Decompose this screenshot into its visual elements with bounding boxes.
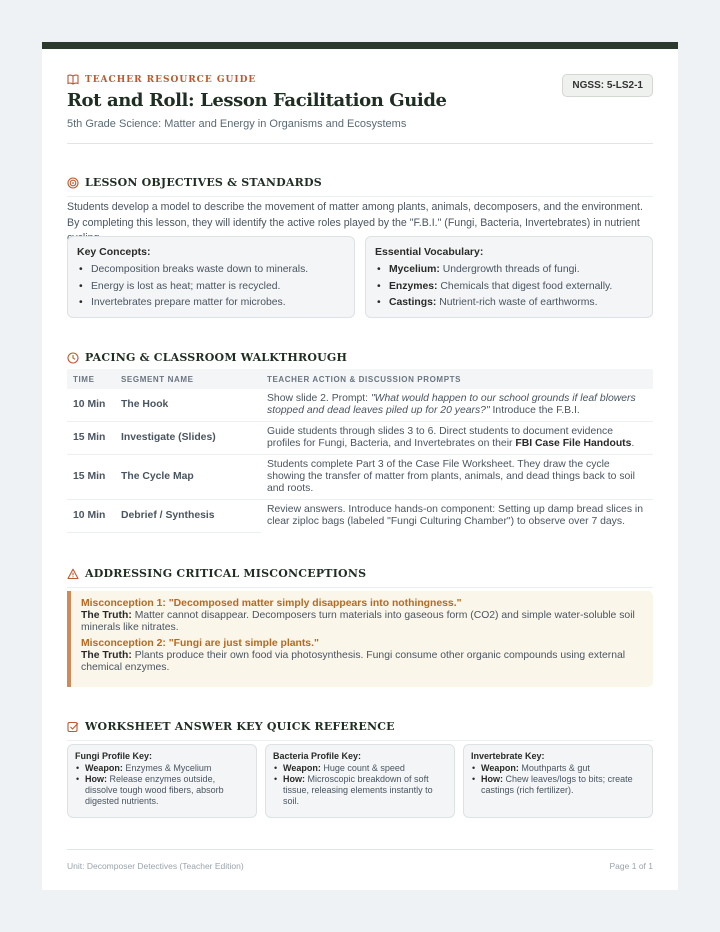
- clock-icon: [67, 352, 79, 364]
- weapon-text: Huge count & speed: [323, 763, 405, 773]
- list-item: [75, 763, 249, 774]
- vocab-definition: Nutrient-rich waste of earthworms.: [439, 297, 598, 308]
- section-divider: [67, 740, 653, 741]
- action-text: Show slide 2. Prompt:: [267, 393, 371, 404]
- action-text: Guide students through slides 3 to 6. Direct students to document evidence profiles for Fungi, Bacteria, and Invertebrates on their: [267, 426, 613, 449]
- invertebrate-key-card: [463, 744, 653, 818]
- time-cell: 15 Min: [67, 455, 115, 500]
- segment-cell: The Cycle Map: [115, 455, 261, 500]
- table-row: [67, 500, 653, 533]
- weapon-label: Weapon:: [283, 763, 321, 773]
- page-title: Rot and Roll: Lesson Facilitation Guide: [67, 90, 447, 111]
- misconception-question: Misconception 1: "Decomposed matter simply disappears into nothingness.": [81, 598, 462, 609]
- vocabulary-title: Essential Vocabulary:: [375, 246, 484, 258]
- segment-cell: The Hook: [115, 389, 261, 422]
- time-cell: 10 Min: [67, 389, 115, 422]
- header-divider: [67, 143, 653, 144]
- open-book-icon: [67, 74, 79, 85]
- truth-text: Plants produce their own food via photosynthesis. Fungi consume other organic compounds using external chemical enzymes.: [81, 650, 626, 673]
- key-concepts-box: [67, 236, 355, 318]
- pacing-heading-text: PACING & CLASSROOM WALKTHROUGH: [85, 351, 348, 364]
- column-header: TIME: [67, 369, 115, 389]
- misconceptions-heading: [67, 567, 653, 580]
- weapon-text: Enzymes & Mycelium: [125, 763, 212, 773]
- objectives-heading: [67, 176, 653, 189]
- vocab-term: Enzymes:: [389, 280, 438, 292]
- pacing-heading: [67, 351, 653, 364]
- footer-unit: Unit: Decomposer Detectives (Teacher Edition): [67, 861, 244, 871]
- fungi-key-card: [67, 744, 257, 818]
- list-item: [471, 763, 645, 774]
- action-text: Introduce the F.B.I.: [489, 405, 580, 416]
- segment-cell: Investigate (Slides): [115, 422, 261, 455]
- action-cell: Students complete Part 3 of the Case File Worksheet. They draw the cycle showing the transfer of matter from plants, animals, and dead things back to soil and roots.: [261, 455, 653, 500]
- card-title: Bacteria Profile Key:: [273, 751, 362, 761]
- misconception-question: Misconception 2: "Fungi are just simple plants.": [81, 638, 319, 649]
- list-item: • Invertebrates prepare matter for microbes.: [77, 295, 345, 312]
- ngss-badge: NGSS: 5-LS2-1: [562, 74, 653, 97]
- section-divider: [67, 587, 653, 588]
- page-subtitle: 5th Grade Science: Matter and Energy in Organisms and Ecosystems: [67, 118, 407, 130]
- time-cell: 10 Min: [67, 500, 115, 533]
- list-item: [471, 774, 645, 796]
- answer-key-heading: [67, 720, 653, 733]
- action-cell: [261, 422, 653, 455]
- list-item: [375, 295, 643, 312]
- column-header: TEACHER ACTION & DISCUSSION PROMPTS: [261, 369, 653, 389]
- list-item: [75, 774, 249, 807]
- misconception-answer: [81, 610, 643, 633]
- list-item: [375, 279, 643, 296]
- list-item: [375, 262, 643, 279]
- misconceptions-callout: [67, 591, 653, 687]
- table-header-row: [67, 369, 653, 389]
- table-row: [67, 455, 653, 500]
- action-prompt: "What would happen to our school grounds if leaf blowers stopped and dead leaves piled up for 20 years?": [267, 393, 636, 416]
- objectives-paragraph: Students develop a model to describe the movement of matter among plants, animals, decomposers, and the environment. By completing this lesson, they will identify the active roles played by the "F.B.I." (Fungi, Bacteria, Invertebrates) in nutrient: [67, 201, 643, 229]
- truth-text: Matter cannot disappear. Decomposers turn materials into gaseous form (CO2) and simple water-soluble soil minerals like nitrates.: [81, 610, 635, 633]
- how-text: Release enzymes outside, dissolve tough wood fibers, absorb digested nutrients.: [85, 774, 224, 806]
- how-label: How:: [85, 774, 107, 784]
- how-label: How:: [481, 774, 503, 784]
- bacteria-key-card: [265, 744, 455, 818]
- vocab-term: Mycelium:: [389, 264, 440, 275]
- card-title: Fungi Profile Key:: [75, 751, 153, 761]
- action-cell: [261, 389, 653, 422]
- vocab-definition: Chemicals that digest food externally.: [440, 280, 613, 292]
- handout-name: FBI Case File Handouts: [515, 438, 632, 449]
- list-item: [273, 774, 447, 807]
- checkbox-icon: [67, 721, 79, 733]
- list-item: • Decomposition breaks waste down to minerals.: [77, 262, 345, 279]
- table-row: [67, 422, 653, 455]
- segment-cell: Debrief / Synthesis: [115, 500, 261, 533]
- target-icon: [67, 177, 79, 189]
- action-text: .: [631, 438, 635, 449]
- list-item: • Energy is lost as heat; matter is recycled.: [77, 279, 345, 296]
- misconception-answer: [81, 650, 643, 673]
- table-row: [67, 389, 653, 422]
- weapon-text: Mouthparts & gut: [521, 763, 590, 773]
- vocab-term: Castings:: [389, 297, 437, 308]
- warning-icon: [67, 568, 79, 580]
- key-concepts-title: Key Concepts:: [77, 246, 151, 258]
- time-cell: 15 Min: [67, 422, 115, 455]
- how-text: Chew leaves/logs to bits; create castings (rich fertilizer).: [481, 774, 633, 795]
- list-item: [273, 763, 447, 774]
- misconceptions-heading-text: ADDRESSING CRITICAL MISCONCEPTIONS: [85, 567, 367, 580]
- objectives-heading-text: LESSON OBJECTIVES & STANDARDS: [85, 176, 322, 189]
- card-title: Invertebrate Key:: [471, 751, 545, 761]
- action-cell: Review answers. Introduce hands-on component: Setting up damp bread slices in clear ziploc bags (labeled "Fungi Culturing Chamber") to observe over 7 days.: [267, 504, 644, 528]
- footer-divider: [67, 849, 653, 850]
- weapon-label: Weapon:: [85, 763, 123, 773]
- truth-label: The Truth:: [81, 610, 132, 621]
- footer-page-number: Page 1 of 1: [609, 861, 653, 871]
- vocab-definition: Undergrowth threads of fungi.: [442, 264, 580, 275]
- how-label: How:: [283, 774, 305, 784]
- weapon-label: Weapon:: [481, 763, 519, 773]
- pacing-table: [67, 369, 653, 533]
- answer-key-heading-text: WORKSHEET ANSWER KEY QUICK REFERENCE: [85, 720, 395, 733]
- document-page: [42, 42, 678, 890]
- truth-label: The Truth:: [81, 650, 132, 661]
- how-text: Microscopic breakdown of soft tissue, releasing elements instantly to soil.: [283, 774, 433, 806]
- column-header: SEGMENT NAME: [115, 369, 261, 389]
- kicker: [67, 74, 256, 85]
- vocabulary-box: [365, 236, 653, 318]
- kicker-text: TEACHER RESOURCE GUIDE: [85, 74, 257, 85]
- section-divider: [67, 196, 653, 197]
